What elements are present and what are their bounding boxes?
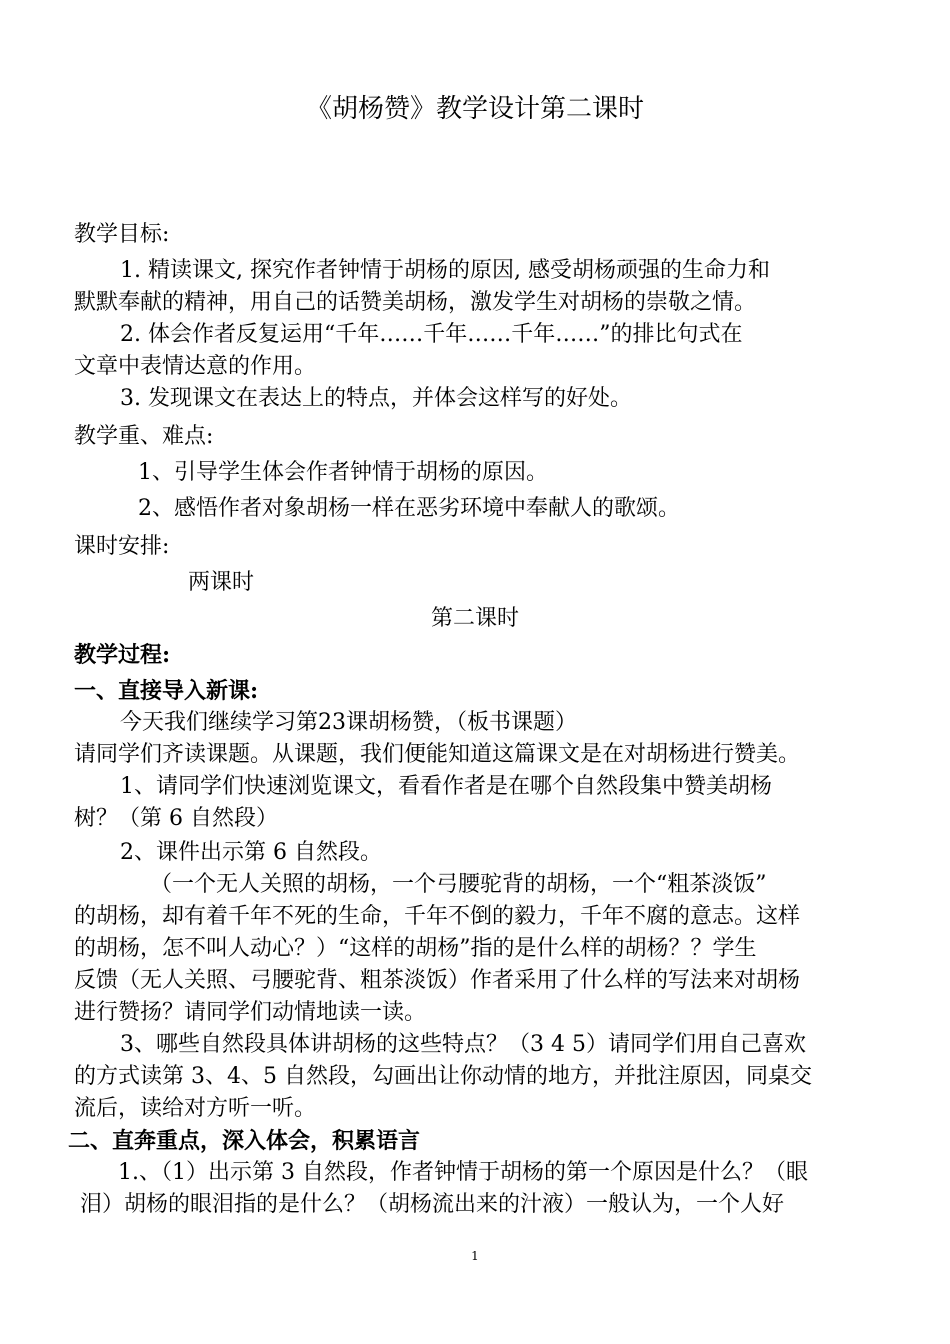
section-1-para-5-line-3: 流后，读给对方听一听。: [74, 1096, 317, 1121]
document-title: 《胡杨赞》教学设计第二课时: [305, 94, 644, 124]
objectives-heading: 教学目标:: [74, 222, 170, 247]
section-1-para-1-line-1: 今天我们继续学习第23课胡杨赞，（板书课题）: [120, 710, 577, 735]
section-1-para-3: 2、课件出示第 6 自然段。: [120, 840, 382, 865]
process-heading: 教学过程:: [74, 642, 171, 668]
objective-2-line-2: 文章中表情达意的作用。: [74, 354, 317, 379]
lesson-heading: 第二课时: [430, 606, 519, 631]
section-1-para-4-line-4: 反馈（无人关照、弓腰驼背、粗茶淡饭）作者采用了什么样的写法来对胡杨: [74, 968, 801, 993]
objective-2-line-1: 2. 体会作者反复运用“千年……千年……千年……”的排比句式在: [120, 322, 743, 347]
section-2-para-1-line-2: 泪）胡杨的眼泪指的是什么？（胡杨流出来的汁液）一般认为，一个人好: [80, 1192, 785, 1217]
key-point-1: 1、引导学生体会作者钟情于胡杨的原因。: [138, 460, 548, 485]
section-2-heading: 二、直奔重点，深入体会，积累语言: [68, 1128, 421, 1154]
section-1-para-5-line-1: 3、哪些自然段具体讲胡杨的这些特点？（3 4 5）请同学们用自己喜欢: [120, 1032, 806, 1057]
section-1-para-4-line-3: 的胡杨，怎不叫人动心？）“这样的胡杨”指的是什么样的胡杨？？学生: [74, 936, 757, 961]
key-point-2: 2、感悟作者对象胡杨一样在恶劣环境中奉献人的歌颂。: [138, 496, 680, 521]
section-1-para-5-line-2: 的方式读第 3、4、5 自然段，勾画出让你动情的地方，并批注原因，同桌交: [74, 1064, 812, 1089]
page-number: 1: [471, 1249, 479, 1263]
section-1-para-4-line-5: 进行赞扬？请同学们动情地读一读。: [74, 1000, 427, 1025]
section-1-para-1-line-2: 请同学们齐读课题。从课题，我们便能知道这篇课文是在对胡杨进行赞美。: [74, 742, 801, 767]
objective-1-line-2: 默默奉献的精神，用自己的话赞美胡杨，激发学生对胡杨的崇敬之情。: [74, 290, 757, 315]
objective-1-line-1: 1. 精读课文, 探究作者钟情于胡杨的原因, 感受胡杨顽强的生命力和: [120, 258, 770, 283]
section-1-para-2-line-2: 树？（第 6 自然段）: [74, 806, 278, 831]
schedule-value: 两课时: [188, 570, 255, 595]
section-1-para-4-line-1: （一个无人关照的胡杨，一个弓腰驼背的胡杨，一个“粗茶淡饭”: [150, 872, 767, 897]
objective-3: 3. 发现课文在表达上的特点，并体会这样写的好处。: [120, 386, 632, 411]
section-2-para-1-line-1: 1.、（1）出示第 3 自然段，作者钟情于胡杨的第一个原因是什么？（眼: [118, 1160, 808, 1185]
key-points-heading: 教学重、难点:: [74, 424, 214, 449]
section-1-para-2-line-1: 1、请同学们快速浏览课文，看看作者是在哪个自然段集中赞美胡杨: [120, 774, 772, 799]
section-1-heading: 一、直接导入新课:: [74, 678, 259, 704]
schedule-heading: 课时安排:: [74, 534, 170, 559]
section-1-para-4-line-2: 的胡杨，却有着千年不死的生命，千年不倒的毅力，千年不腐的意志。这样: [74, 904, 801, 929]
